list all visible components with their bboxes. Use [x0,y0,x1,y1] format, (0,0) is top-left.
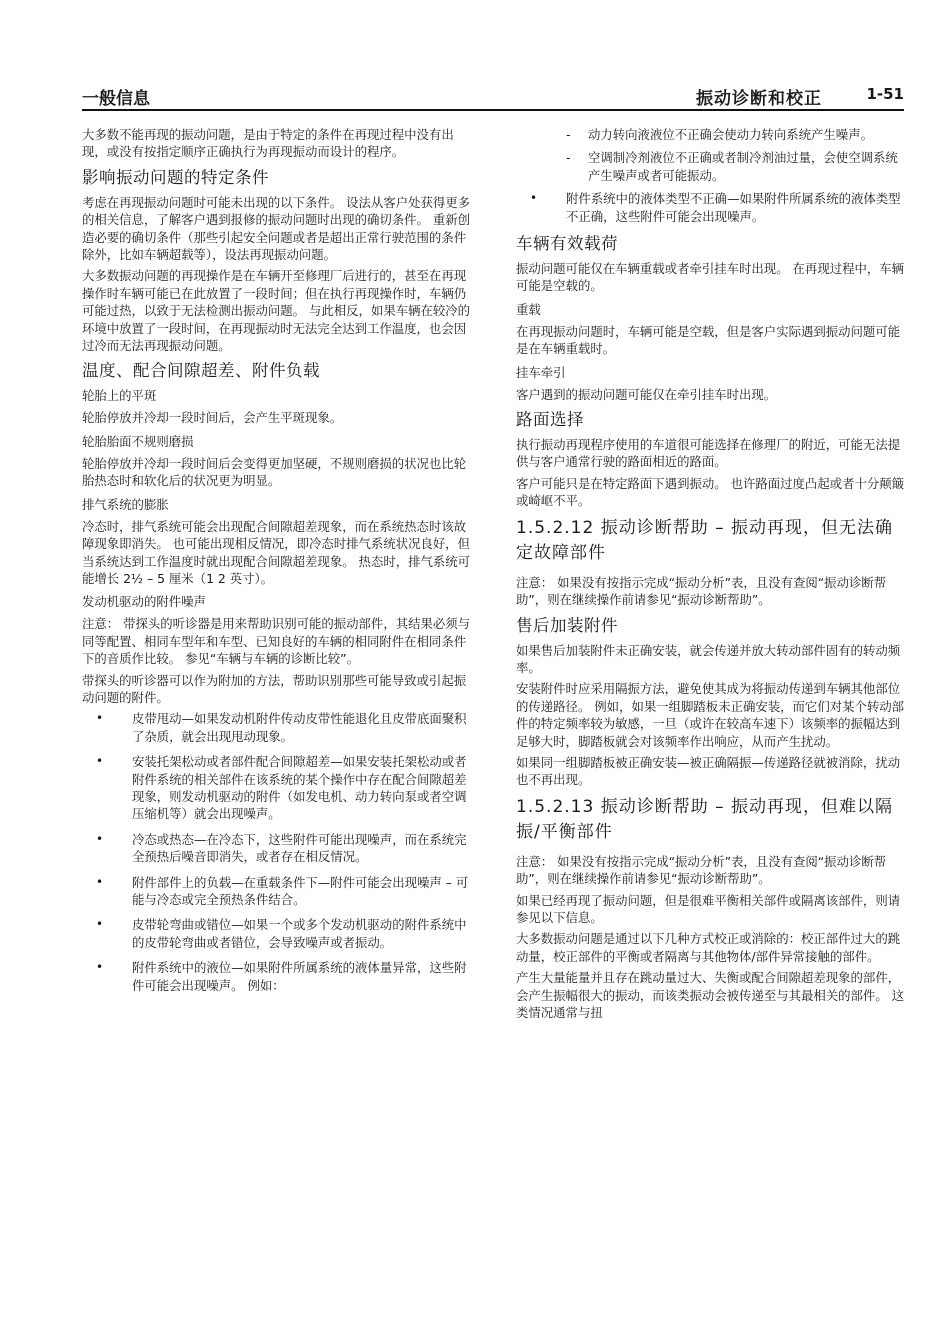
dash-icon: - [566,127,571,142]
note-paragraph: 注意： 带探头的听诊器是用来帮助识别可能的振动部件，其结果必须与同等配置、相同车型年和车型、已知良好的车辆的相同附件在相同条件下的音质作比较。 参见“车辆与车辆的诊断比较”。 [82,616,471,667]
paragraph: 安装附件时应采用隔振方法，避免使其成为将振动传递到车辆其他部位的传递路径。 例如，如果一组脚踏板未正确安装，而它们对某个转动部件的特定频率较为敏感，一旦（或许在较高车速下）该频率的振幅达到足够大时，脚踏板就会对该频率作出响应，从而产生扰动。 [516,681,905,749]
paragraph: 客户遇到的振动问题可能仅在牵引挂车时出现。 [516,386,777,402]
intro-paragraph: 大多数不能再现的振动问题，是由于特定的条件在再现过程中没有出现，或没有按指定顺序正确执行为再现振动而设计的程序。 [82,127,454,160]
list-item: • 附件部件上的负载—在重载条件下—附件可能会出现噪声 – 可能与冷态或完全预热条件结合。 [96,874,469,907]
list-item: • 皮带甩动—如果发动机附件传动皮带性能退化且皮带底面聚积了杂质，就会出现甩动现象。 [96,711,467,744]
paragraph: 大多数振动问题的再现操作是在车辆开至修理厂后进行的，甚至在再现操作时车辆可能已在此放置了一段时间；但在执行再现操作时，车辆仍可能过热，以致于无法检测出振动问题。 与此相反，如果车辆在较冷的环境中放置了一段时间，在再现振动时无法完全达到工作温度，也会因过冷而无法再现振动问题。 [82,268,471,354]
list-item: • 安装托架松动或者部件配合间隙超差—如果安装托架松动或者附件系统的相关部件在该系统的某个操作中存在配合间隙超差现象，则发动机驱动的附件（如发电机、动力转向泵或者空调压缩机等）就会出现噪声。 [96,754,467,822]
paragraph: 轮胎停放并冷却一段时间后，会产生平斑现象。 [82,410,343,426]
fluid-level-sublist [516,126,906,184]
section-heading-temperature: 温度、配合间隙超差、附件负载 [82,361,320,381]
page-header [82,84,904,108]
bullet-icon: • [96,711,104,726]
subheading-engine-accessory: 发动机驱动的附件噪声 [82,594,206,610]
paragraph: 大多数振动问题是通过以下几种方式校正或消除的：校正部件过大的跳动量，校正部件的平衡或者隔离与其他物体/部件异常接触的部件。 [516,931,901,964]
paragraph: 如果已经再现了振动问题，但是很难平衡相关部件或隔离该部件，则请参见以下信息。 [516,892,901,925]
list-item: • 冷态或热态—在冷态下，这些附件可能出现噪声，而在系统完全预热后噪音即消失，或者存在相反情况。 [96,831,467,865]
header-rule [82,109,904,111]
bullet-icon: • [96,754,104,769]
section-heading-1-5-2-12: 1.5.2.12 振动诊断帮助 – 振动再现，但无法确定故障部件 [516,517,894,563]
subheading-trailer-towing: 挂车牵引 [516,364,566,380]
paragraph: 如果售后加装附件未正确安装，就会传递并放大转动部件固有的转动频率。 [516,642,901,675]
bullet-icon: • [96,960,104,975]
section-heading-payload: 车辆有效载荷 [516,234,618,254]
paragraph: 在再现振动问题时，车辆可能是空载，但是客户实际遇到振动问题可能是在车辆重载时。 [516,323,901,357]
subheading-tread-wear: 轮胎胎面不规则磨损 [82,433,194,449]
chapter-title: 振动诊断和校正 [696,89,822,109]
subheading-exhaust: 排气系统的膨胀 [82,496,169,512]
section-heading-specific-conditions: 影响振动问题的特定条件 [82,167,269,187]
paragraph: 客户可能只是在特定路面下遇到振动。 也许路面过度凸起或者十分颠簸或崎岖不平。 [516,475,905,509]
paragraph: 带探头的听诊器可以作为附加的方法，帮助识别那些可能导致或引起振动问题的附件。 [82,672,467,705]
list-item: • 附件系统中的液体类型不正确—如果附件所属系统的液体类型不正确，这些附件可能会出现噪声。 [530,191,901,224]
bullet-icon: • [96,874,104,889]
subheading-heavy-load: 重载 [516,301,541,317]
right-column [516,126,906,1025]
note-paragraph: 注意： 如果没有按指示完成“振动分析”表，且没有查阅“振动诊断帮助”，则在继续操作前请参见“振动诊断帮助”。 [516,853,887,887]
accessory-noise-list [82,710,472,994]
list-item: - 动力转向液液位不正确会使动力转向系统产生噪声。 [566,127,873,142]
dash-icon: - [566,150,571,166]
bullet-icon: • [96,917,104,932]
note-paragraph: 注意： 如果没有按指示完成“振动分析”表，且没有查阅“振动诊断帮助”，则在继续操作前请参见“振动诊断帮助”。 [516,574,887,608]
left-column [82,126,472,1002]
list-item: • 附件系统中的液位—如果附件所属系统的液体量异常，这些附件可能会出现噪声。 例如： [96,960,467,993]
section-heading-road-selection: 路面选择 [516,410,584,430]
subheading-tire-flat-spot: 轮胎上的平斑 [82,388,157,404]
section-heading-1-5-2-13: 1.5.2.13 振动诊断帮助 – 振动再现，但难以隔振/平衡部件 [516,796,894,842]
paragraph: 考虑在再现振动问题时可能未出现的以下条件。 设法从客户处获得更多的相关信息，了解客户遇到报修的振动问题时出现的确切条件。 重新创造必要的确切条件（那些引起安全问题或者是超出正常行驶范围的条件除外，比如车辆超载等），设法再现振动问题。 [82,194,471,263]
page-number: 1-51 [866,85,904,103]
paragraph: 振动问题可能仅在车辆重载或者牵引挂车时出现。 在再现过程中，车辆可能是空载的。 [516,261,905,294]
bullet-icon: • [96,831,104,846]
list-item: • 皮带轮弯曲或错位—如果一个或多个发动机驱动的附件系统中的皮带轮弯曲或者错位，会导致噪声或者振动。 [96,917,467,950]
list-item: - 空调制冷剂液位不正确或者制冷剂油过量，会使空调系统产生噪声或者可能振动。 [566,150,898,183]
paragraph: 轮胎停放并冷却一段时间后会变得更加坚硬，不规则磨损的状况也比轮胎热态时和软化后的状况更为明显。 [82,455,467,489]
manual-section-label: 一般信息 [82,89,150,109]
bullet-icon: • [530,191,538,206]
paragraph: 产生大量能量并且存在跳动量过大、失衡或配合间隙超差现象的部件，会产生振幅很大的振动，而该类振动会被传递至与其最相关的部件。 这类情况通常与扭 [516,970,905,1020]
paragraph: 执行振动再现程序使用的车道很可能选择在修理厂的附近，可能无法提供与客户通常行驶的路面相近的路面。 [516,437,901,470]
fluid-type-list [516,190,906,225]
paragraph: 冷态时，排气系统可能会出现配合间隙超差现象，而在系统热态时该故障现象即消失。 也可能出现相反情况，即冷态时排气系统状况良好，但当系统达到工作温度时就出现配合间隙超差现象。 热态时，排气系统可能增长 2½ – 5 厘米（1 2 英寸）。 [82,518,471,586]
paragraph: 如果同一组脚踏板被正确安装—被正确隔振—传递路径就被消除，扰动也不再出现。 [516,754,901,788]
section-heading-aftermarket: 售后加装附件 [516,615,618,635]
